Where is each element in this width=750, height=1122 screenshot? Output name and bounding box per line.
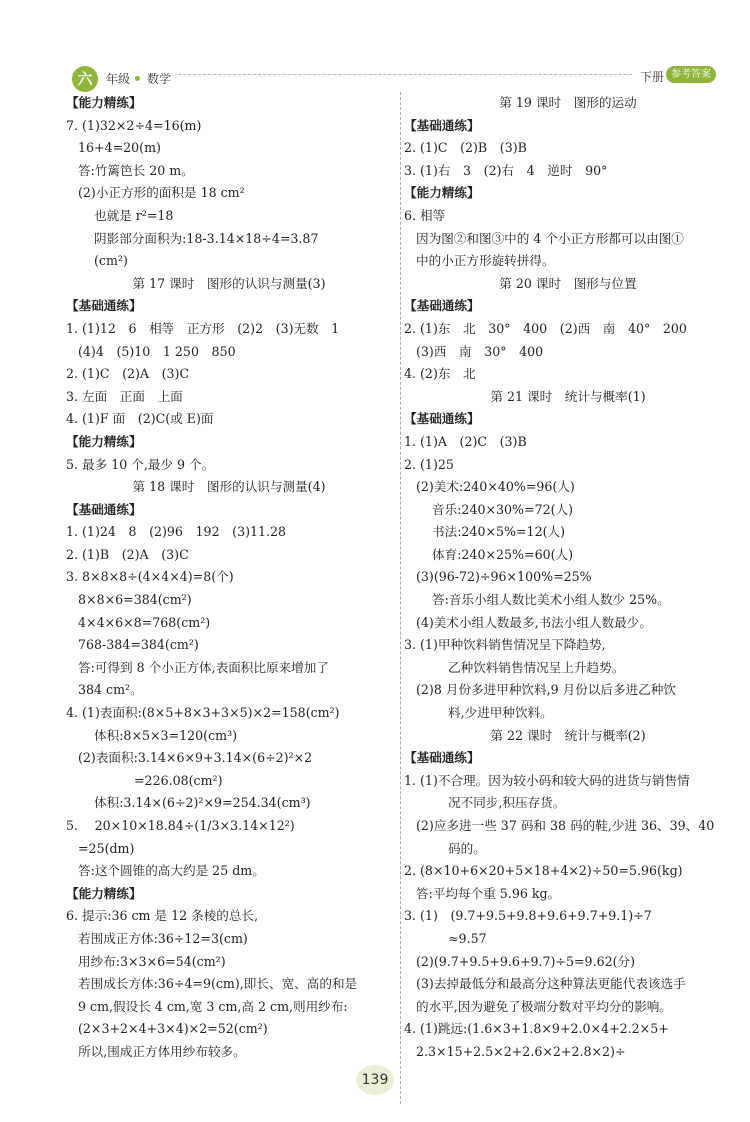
answer-line: 6. 相等: [404, 207, 446, 223]
answer-line: 也就是 r²=18: [94, 207, 174, 223]
answer-line: (2)小正方形的面积是 18 cm²: [78, 185, 245, 201]
answer-line: 768-384=384(cm²): [78, 637, 199, 653]
answer-line: (2)(9.7+9.5+9.6+9.7)÷5=9.62(分): [416, 953, 636, 969]
answer-line: (3)(96-72)÷96×100%=25%: [416, 569, 592, 585]
section-label: 【基础通练】: [404, 298, 480, 314]
answer-line: 384 cm²。: [78, 682, 143, 698]
answer-line: 3. 左面 正面 上面: [66, 388, 183, 404]
answer-line: 答:竹篱笆长 20 m。: [78, 162, 194, 178]
answer-line: 4. (2)东 北: [404, 366, 476, 382]
answer-line: (3)去掉最低分和最高分这种算法更能代表该选手: [416, 976, 686, 992]
answer-line: 6. 提示:36 cm 是 12 条棱的总长,: [66, 908, 259, 924]
answer-line: 所以,围成正方体用纱布较多。: [78, 1043, 246, 1059]
answer-line: ≈9.57: [448, 930, 487, 946]
answer-line: 答:平均每个重 5.96 kg。: [416, 885, 561, 901]
answer-line: 2. (8×10+6×20+5×18+4×2)÷50=5.96(kg): [404, 863, 683, 879]
lesson-title: 第 18 课时 图形的认识与测量(4): [132, 479, 326, 495]
answer-line: 3. 8×8×8÷(4×4×4)=8(个): [66, 569, 234, 585]
section-label: 【基础通练】: [404, 117, 480, 133]
answer-line: 2. (1)25: [404, 456, 454, 472]
answer-line: 8×8×6=384(cm²): [78, 592, 192, 608]
answer-line: 的水平,因为避免了极端分数对平均分的影响。: [416, 998, 672, 1014]
header-subject: 数学: [147, 72, 172, 86]
answer-line: 答:这个圆锥的高大约是 25 dm。: [78, 863, 265, 879]
answer-line: 3. (1)甲种饮料销售情况呈下降趋势,: [404, 637, 606, 653]
section-label: 【能力精练】: [66, 885, 142, 901]
answer-line: 2.3×15+2.5×2+2.6×2+2.8×2)÷: [416, 1043, 626, 1059]
answer-line: (2×3+2×4+3×4)×2=52(cm²): [78, 1021, 268, 1037]
answer-line: 3. (1)右 3 (2)右 4 逆时 90°: [404, 162, 608, 178]
section-label: 【能力精练】: [66, 95, 142, 110]
answer-line: =226.08(cm²): [134, 772, 223, 788]
answer-line: 4. (1)F 面 (2)C(或 E)面: [66, 411, 214, 427]
answer-line: 体积:3.14×(6÷2)²×9=254.34(cm³): [94, 795, 311, 811]
answer-line: =25(dm): [78, 840, 135, 856]
answer-line: (2)美术:240×40%=96(人): [416, 479, 575, 495]
answer-line: 书法:240×5%=12(人): [432, 524, 565, 540]
answer-line: 若围成长方体:36÷4=9(cm),即长、宽、高的和是: [78, 976, 358, 992]
left-column: [66, 92, 392, 1064]
header-answer-badge: 参考答案: [666, 66, 716, 83]
answer-line: 2. (1)东 北 30° 400 (2)西 南 40° 200: [404, 320, 687, 336]
answer-line: 16+4=20(m): [78, 140, 161, 156]
answer-line: 阴影部分面积为:18-3.14×18÷4=3.87: [94, 230, 319, 246]
answer-line: 乙种饮料销售情况呈上升趋势。: [448, 659, 625, 675]
answer-line: 答:音乐小组人数比美术小组人数少 25%。: [432, 592, 670, 608]
answer-line: 1. (1)24 8 (2)96 192 (3)11.28: [66, 524, 287, 540]
answer-line: (4)美术小组人数最多,书法小组人数最少。: [416, 614, 652, 630]
answer-line: (2)8 月份多进甲种饮料,9 月份以后多进乙种饮: [416, 682, 676, 698]
answer-line: 1. (1)不合理。因为较小码和较大码的进货与销售情: [404, 772, 690, 788]
column-divider: [400, 92, 401, 1104]
answer-line: (4)4 (5)10 1 250 850: [78, 343, 236, 359]
answer-line: 4×4×6×8=768(cm²): [78, 614, 211, 630]
lesson-title: 第 21 课时 统计与概率(1): [490, 388, 646, 404]
answer-line: 4. (1)表面积:(8×5+8×3+3×5)×2=158(cm²): [66, 705, 340, 721]
answer-line: 2. (1)C (2)A (3)C: [66, 366, 190, 382]
answer-line: 体育:240×25%=60(人): [432, 546, 574, 562]
section-label: 【能力精练】: [66, 433, 142, 449]
answer-line: 9 cm,假设长 4 cm,宽 3 cm,高 2 cm,则用纱布:: [78, 998, 348, 1014]
header-grade-badge: 六: [72, 66, 98, 92]
answer-line: 体积:8×5×3=120(cm³): [94, 727, 238, 743]
header-grade-label: 年级: [106, 72, 131, 86]
answer-line: 7. (1)32×2÷4=16(m): [66, 117, 202, 133]
header-dot: [135, 76, 140, 81]
answer-line: 用纱布:3×3×6=54(cm²): [78, 953, 226, 969]
answer-line: 2. (1)B (2)A (3)C: [66, 546, 189, 562]
answer-line: (3)西 南 30° 400: [416, 343, 544, 359]
section-label: 【基础通练】: [66, 501, 142, 517]
header-rule: [178, 74, 632, 75]
right-column: [404, 92, 732, 1064]
header-volume: 下册: [640, 70, 665, 84]
answer-line: 若围成正方体:36÷12=3(cm): [78, 930, 248, 946]
answer-line: 答:可得到 8 个小正方体,表面积比原来增加了: [78, 659, 329, 675]
lesson-title: 第 17 课时 图形的认识与测量(3): [132, 275, 326, 291]
page-number: 139: [356, 1065, 394, 1095]
lesson-title: 第 19 课时 图形的运动: [499, 95, 637, 110]
section-label: 【能力精练】: [404, 185, 480, 201]
answer-line: 3. (1) (9.7+9.5+9.8+9.6+9.7+9.1)÷7: [404, 908, 652, 924]
section-label: 【基础通练】: [404, 411, 480, 427]
section-label: 【基础通练】: [404, 750, 480, 766]
answer-line: 音乐:240×30%=72(人): [432, 501, 574, 517]
answer-line: 料,少进甲种饮料。: [448, 705, 553, 721]
answer-line: (2)表面积:3.14×6×9+3.14×(6÷2)²×2: [78, 750, 313, 766]
answer-line: 1. (1)A (2)C (3)B: [404, 433, 527, 449]
answer-line: 1. (1)12 6 相等 正方形 (2)2 (3)无数 1: [66, 320, 340, 336]
answer-line: 码的。: [448, 840, 486, 856]
answer-line: 况不同步,积压存货。: [448, 795, 566, 811]
answer-line: 5. 最多 10 个,最少 9 个。: [66, 456, 215, 472]
answer-line: 中的小正方形旋转拼得。: [416, 253, 555, 269]
section-label: 【基础通练】: [66, 298, 142, 314]
answer-line: (2)应多进一些 37 码和 38 码的鞋,少进 36、39、40: [416, 818, 715, 833]
answer-line: 4. (1)跳远:(1.6×3+1.8×9+2.0×4+2.2×5+: [404, 1021, 669, 1037]
answer-line: 因为图②和图③中的 4 个小正方形都可以由图①: [416, 230, 684, 246]
answer-line: (cm²): [94, 253, 128, 269]
lesson-title: 第 22 课时 统计与概率(2): [490, 727, 646, 743]
lesson-title: 第 20 课时 图形与位置: [499, 275, 637, 291]
answer-line: 2. (1)C (2)B (3)B: [404, 140, 527, 156]
answer-line: 5. 20×10×18.84÷(1/3×3.14×12²): [66, 818, 295, 833]
